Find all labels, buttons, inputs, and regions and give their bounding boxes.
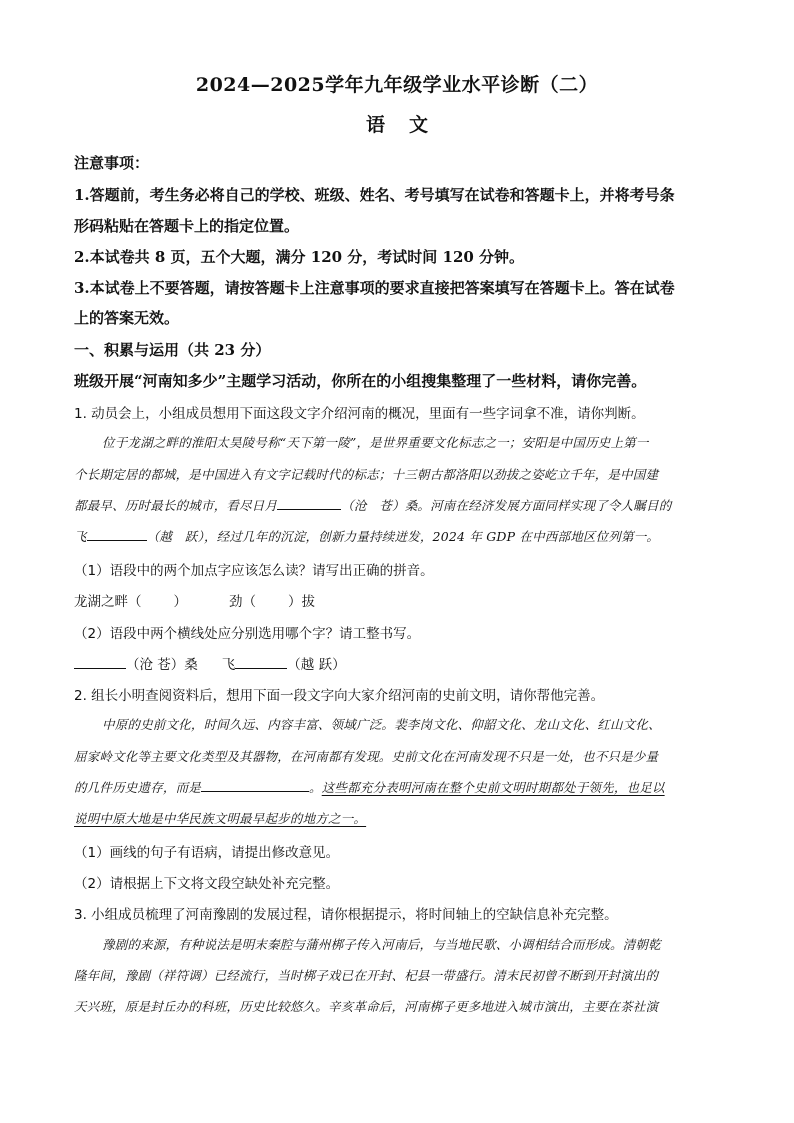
q2-passage-line-3-period: 。 (309, 780, 322, 795)
q2-underlined-sentence-part-2: 说明中原大地是中华民族文明最早起步的地方之一。 (74, 811, 367, 826)
answer-blank[interactable] (201, 779, 309, 792)
notice-item-3-line-2: 上的答案无效。 (74, 309, 180, 327)
q2-passage-line-1: 中原的史前文化，时间久远、内容丰富、领域广泛。裴李岗文化、仰韶文化、龙山文化、红山文化、 (102, 717, 661, 732)
q1-sub-2-part-1: （沧 苍）桑 (126, 657, 198, 673)
notice-item-1-line-1: 1.答题前，考生务必将自己的学校、班级、姓名、考号填写在试卷和答题卡上，并将考号条 (74, 186, 675, 204)
section-1-intro: 班级开展“河南知多少”主题学习活动，你所在的小组搜集整理了一些材料，请你完善。 (74, 372, 647, 390)
question-3-stem: 3. 小组成员梳理了河南豫剧的发展过程，请你根据提示，将时间轴上的空缺信息补充完整。 (74, 907, 618, 923)
subject-title: 语文 (365, 114, 452, 136)
q3-passage-line-3: 天兴班，原是封丘办的科班，历史比较悠久。辛亥革命后，河南梆子更多地进入城市演出，主要在茶社演 (74, 999, 659, 1014)
answer-blank[interactable] (277, 497, 341, 510)
answer-blank[interactable] (74, 656, 126, 669)
q1-passage-line-3-end: （沧 苍）桑。河南在经济发展方面同样实现了令人瞩目的 (341, 498, 672, 513)
q1-sub-1-answer-line (74, 590, 315, 610)
q2-sub-question-2: （2）请根据上下文将文段空缺处补充完整。 (74, 876, 340, 892)
q1-sub-1-part-1: 龙湖之畔（ (74, 594, 142, 610)
question-2-stem: 2. 组长小明查阅资料后，想用下面一段文字向大家介绍河南的史前文明，请你帮他完善。 (74, 688, 605, 704)
q1-passage-line-4-start: 飞 (74, 529, 87, 544)
q1-sub-2-part-2: 飞 (221, 657, 236, 673)
q1-passage-line-4-end: （越 跃），经过几年的沉淀，创新力量持续迸发，2024 年 GDP 在中西部地区位列第一。 (146, 529, 660, 544)
q1-passage-line-3 (74, 496, 671, 514)
q2-passage-line-2: 屈家岭文化等主要文化类型及其器物，在河南都有发现。史前文化在河南发现不只是一处，也不只是少量 (74, 749, 659, 764)
notice-item-1-line-2: 形码粘贴在答题卡上的指定位置。 (74, 217, 300, 235)
q1-sub-question-2: （2）语段中两个横线处应分别选用哪个字？请工整书写。 (74, 626, 421, 642)
exam-title: 2024—2025学年九年级学业水平诊断（二） (195, 74, 599, 96)
notice-item-2: 2.本试卷共 8 页，五个大题，满分 120 分，考试时间 120 分钟。 (74, 248, 525, 266)
q1-sub-1-part-2: ） (173, 594, 187, 610)
q3-passage-line-2: 隆年间，豫剧（祥符调）已经流行，当时梆子戏已在开封、杞县一带盛行。清末民初曾不断到开封演出的 (74, 968, 659, 983)
q3-passage-line-1: 豫剧的来源，有种说法是明末秦腔与蒲州梆子传入河南后，与当地民歌、小调相结合而形成。清朝乾 (102, 937, 661, 952)
q1-sub-1-part-3: 劲（ (229, 594, 256, 610)
q1-passage-line-1: 位于龙湖之畔的淮阳太昊陵号称“天下第一陵”，是世界重要文化标志之一；安阳是中国历史上第一 (102, 435, 649, 450)
question-1-stem: 1. 动员会上，小组成员想用下面这段文字介绍河南的概况，里面有一些字词拿不准，请你判断。 (74, 406, 645, 422)
notice-heading: 注意事项： (74, 154, 150, 172)
answer-blank[interactable] (87, 528, 147, 541)
q2-passage-line-4 (74, 809, 366, 827)
q1-sub-1-part-4: ）拔 (288, 594, 315, 610)
q2-sub-question-1: （1）画线的句子有语病，请提出修改意见。 (74, 845, 340, 861)
q1-sub-2-part-3: （越 跃） (287, 657, 346, 673)
section-1-heading: 一、积累与运用（共 23 分） (74, 341, 271, 359)
answer-blank[interactable] (235, 656, 287, 669)
notice-item-3-line-1: 3.本试卷上不要答题，请按答题卡上注意事项的要求直接把答案填写在答题卡上。答在试卷 (74, 279, 675, 297)
q2-passage-line-3-start: 的几件历史遗存，而是 (74, 780, 202, 795)
q2-underlined-sentence-part-1: 这些都充分表明河南在整个史前文明时期都处于领先，也足以 (321, 780, 665, 795)
q1-sub-question-1: （1）语段中的两个加点字应该怎么读？请写出正确的拼音。 (74, 563, 434, 579)
q1-passage-line-3-start: 都最早、历时最长的城市，看尽日月 (74, 498, 278, 513)
q1-passage-line-4 (74, 527, 659, 545)
q1-passage-line-2: 个长期定居的都城，是中国进入有文字记载时代的标志；十三朝古都洛阳以劲拔之姿屹立千年，是中国建 (74, 467, 659, 482)
q2-passage-line-3 (74, 778, 665, 796)
q1-sub-2-answer-line (74, 653, 346, 673)
